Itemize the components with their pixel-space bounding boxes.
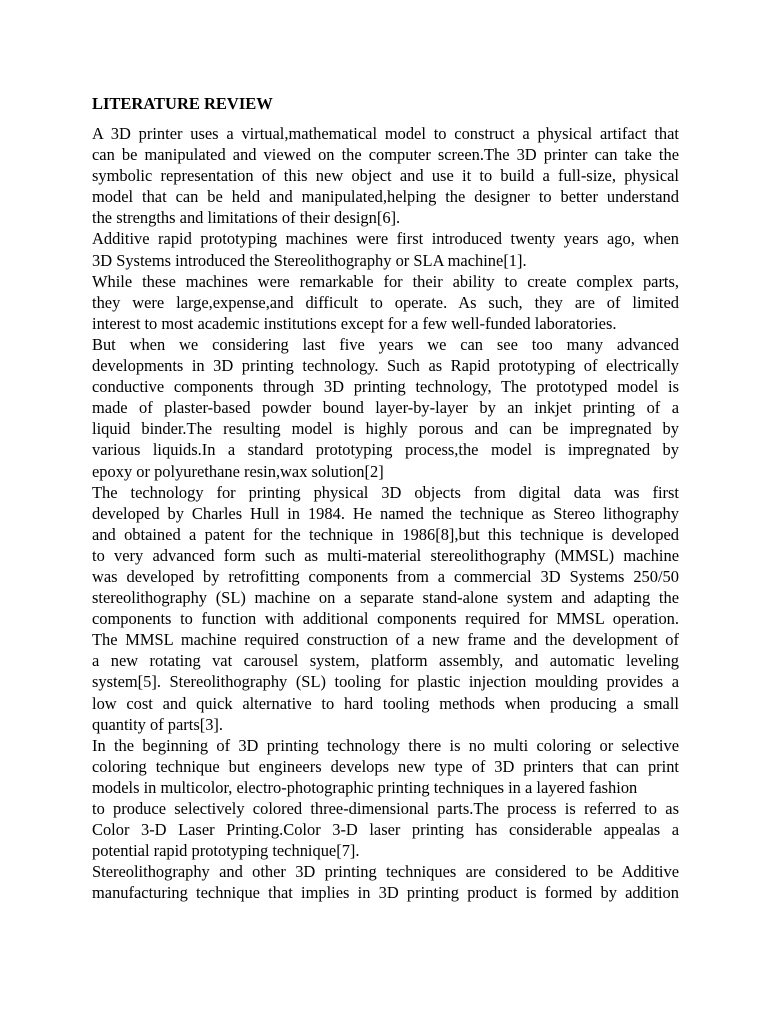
- text-line: The MMSL machine required construction of a new frame and the development of: [92, 630, 679, 650]
- text-line: Stereolithography and other 3D printing techniques are considered to be Additive: [92, 862, 679, 882]
- text-line: A 3D printer uses a virtual,mathematical model to construct a physical artifact that: [92, 124, 679, 143]
- text-line: to produce selectively colored three-dimensional parts.The process is referred to as: [92, 799, 679, 818]
- text-line: While these machines were remarkable for their ability to create complex parts,: [92, 271, 679, 291]
- text-line: interest to most academic institutions except for a few well-funded laboratories.: [92, 313, 617, 333]
- text-line: conductive components through 3D printing technology, The prototyped model is: [92, 377, 679, 397]
- text-line: quantity of parts[3].: [92, 714, 224, 734]
- text-line: manufacturing technique that implies in 3D printing product is formed by addition: [92, 883, 679, 903]
- text-line: But when we considering last five years we can see too many advanced: [92, 334, 679, 354]
- text-line: system[5]. Stereolithography (SL) tooling for plastic injection moulding provides a: [92, 672, 679, 692]
- text-line: 3D Systems introduced the Stereolithography or SLA machine[1].: [92, 250, 527, 270]
- text-line: symbolic representation of this new object and use it to build a full-size, physical: [92, 166, 679, 186]
- text-line: can be manipulated and viewed on the computer screen.The 3D printer can take the: [92, 145, 679, 165]
- text-line: the strengths and limitations of their design[6].: [92, 208, 401, 228]
- text-line: was developed by retrofitting components from a commercial 3D Systems 250/50: [92, 566, 679, 586]
- text-line: liquid binder.The resulting model is highly porous and can be impregnated by: [92, 419, 679, 439]
- text-line: to very advanced form such as multi-material stereolithography (MMSL) machine: [92, 545, 679, 565]
- text-line: components to function with additional components required for MMSL operation.: [92, 609, 679, 629]
- text-line: In the beginning of 3D printing technology there is no multi coloring or selective: [92, 735, 679, 755]
- text-line: a new rotating vat carousel system, platform assembly, and automatic leveling: [92, 651, 679, 671]
- text-line: and obtained a patent for the technique in 1986[8],but this technique is developed: [92, 524, 679, 544]
- text-line: they were large,expense,and difficult to operate. As such, they are of limited: [92, 292, 679, 312]
- text-line: The technology for printing physical 3D objects from digital data was first: [92, 482, 679, 502]
- text-line: epoxy or polyurethane resin,wax solution[2]: [92, 461, 384, 481]
- text-line: model that can be held and manipulated,helping the designer to better understand: [92, 187, 679, 207]
- text-line: low cost and quick alternative to hard tooling methods when producing a small: [92, 693, 679, 713]
- text-line: Additive rapid prototyping machines were first introduced twenty years ago, when: [92, 229, 679, 249]
- text-line: coloring technique but engineers develops new type of 3D printers that can print: [92, 756, 679, 776]
- text-line: various liquids.In a standard prototyping process,the model is impregnated by: [92, 440, 679, 460]
- text-line: made of plaster-based powder bound layer-by-layer by an inkjet printing of a: [92, 398, 679, 418]
- section-heading: LITERATURE REVIEW: [92, 94, 273, 113]
- text-line: Color 3-D Laser Printing.Color 3-D laser printing has considerable appealas a: [92, 820, 679, 840]
- text-line: models in multicolor, electro-photographic printing techniques in a layered fashion: [92, 777, 638, 797]
- text-line: potential rapid prototyping technique[7].: [92, 841, 360, 861]
- text-line: stereolithography (SL) machine on a separate stand-alone system and adapting the: [92, 588, 679, 608]
- body-text: [92, 123, 679, 903]
- text-line: developments in 3D printing technology. Such as Rapid prototyping of electrically: [92, 356, 679, 376]
- text-line: developed by Charles Hull in 1984. He named the technique as Stereo lithography: [92, 503, 679, 523]
